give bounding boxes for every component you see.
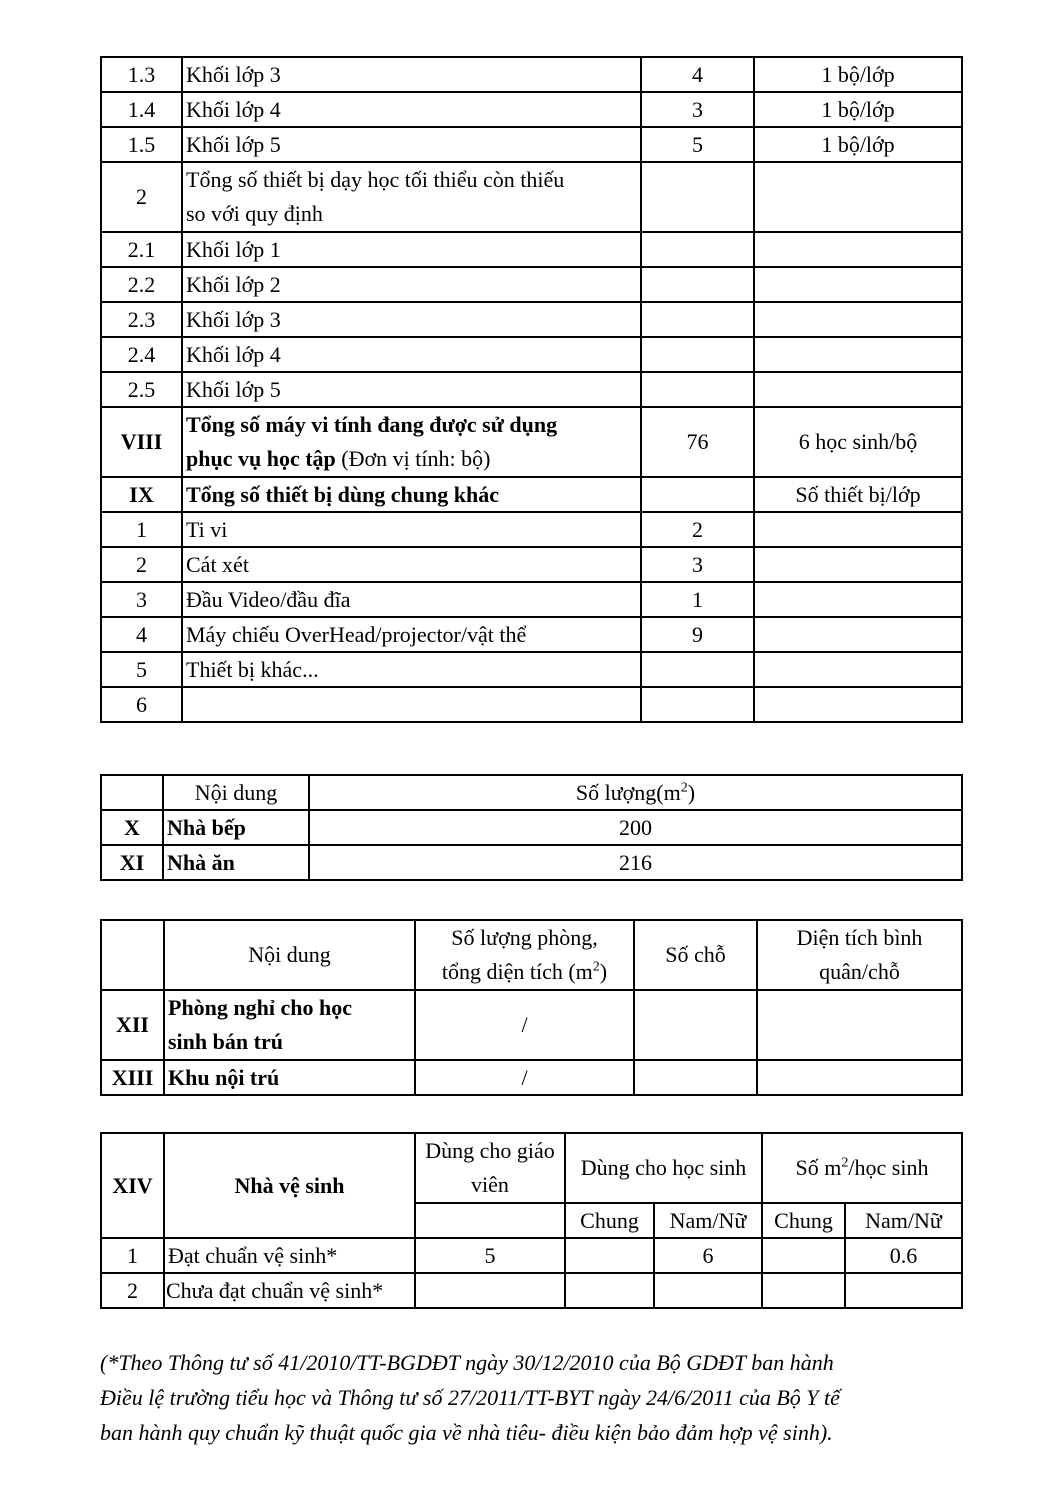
row-content-cell: Khối lớp 3	[182, 57, 641, 92]
row-no-cell: 4	[101, 617, 182, 652]
row-m2-gender-cell	[845, 1273, 962, 1308]
row-content-cell: Cát xét	[182, 547, 641, 582]
row-ratio-cell	[754, 652, 962, 687]
table-row	[101, 990, 962, 1060]
header-qty-text: Số lượng(m	[575, 780, 681, 805]
row-ratio-cell	[754, 547, 962, 582]
row-teachers-cell	[415, 1273, 565, 1308]
row-qty-cell	[641, 232, 754, 267]
subheader-gender-cell: Nam/Nữ	[845, 1203, 962, 1238]
row-no-cell: 6	[101, 687, 182, 722]
row-content-unit: (Đơn vị tính: bộ)	[335, 446, 491, 471]
row-content-cell: Máy chiếu OverHead/projector/vật thể	[182, 617, 641, 652]
row-content-cell: Khối lớp 1	[182, 232, 641, 267]
row-content-line2: so với quy định	[186, 201, 323, 226]
row-content-cell: Tổng số thiết bị dùng chung khác	[182, 477, 641, 512]
header-qty-sup: 2	[680, 780, 688, 796]
row-student-common-cell	[565, 1273, 654, 1308]
row-rooms-cell: /	[415, 990, 634, 1060]
row-ratio-cell	[754, 617, 962, 652]
row-qty-cell	[641, 337, 754, 372]
row-content-cell: Khối lớp 5	[182, 127, 641, 162]
table-row	[101, 57, 962, 92]
header-rooms-cell	[415, 920, 634, 990]
header-teachers-cell	[415, 1133, 565, 1203]
table-row	[101, 407, 962, 477]
row-area-cell	[757, 1060, 962, 1095]
table-row	[101, 1060, 962, 1095]
row-m2-gender-cell: 0.6	[845, 1238, 962, 1273]
row-qty-cell	[641, 267, 754, 302]
row-content-cell	[182, 162, 641, 232]
row-no-cell: 2	[101, 162, 182, 232]
header-qty-close: )	[687, 780, 696, 805]
row-no-cell: 2.2	[101, 267, 182, 302]
row-ratio-cell	[754, 232, 962, 267]
row-content-cell: Khối lớp 5	[182, 372, 641, 407]
row-content-cell: Khối lớp 3	[182, 302, 641, 337]
footnote-line: (*Theo Thông tư số 41/2010/TT-BGDĐT ngày 30/12/2010 của Bộ GDĐT ban hành	[100, 1350, 834, 1375]
row-ratio-cell: 1 bộ/lớp	[754, 57, 962, 92]
row-student-gender-cell	[654, 1273, 762, 1308]
row-no-cell: XIII	[101, 1060, 164, 1095]
row-ratio-cell: 1 bộ/lớp	[754, 92, 962, 127]
table-row	[101, 617, 962, 652]
kitchen-table	[100, 774, 963, 881]
table-header-row	[101, 775, 962, 810]
header-no-cell	[101, 775, 163, 810]
header-content-cell: Nội dung	[164, 920, 415, 990]
toilet-table	[100, 1132, 963, 1309]
table-row	[101, 845, 962, 880]
header-seats-cell: Số chỗ	[634, 920, 757, 990]
row-content-cell: Khu nội trú	[164, 1060, 415, 1095]
table-row	[101, 1238, 962, 1273]
row-ratio-cell	[754, 582, 962, 617]
header-per-student-pre: Số m	[795, 1155, 842, 1180]
table-row	[101, 512, 962, 547]
row-ratio-cell	[754, 302, 962, 337]
row-seats-cell	[634, 1060, 757, 1095]
row-ratio-cell	[754, 372, 962, 407]
row-qty-cell: 3	[641, 92, 754, 127]
header-qty-cell	[309, 775, 962, 810]
row-qty-cell: 216	[309, 845, 962, 880]
row-content-cell: Thiết bị khác...	[182, 652, 641, 687]
row-no-cell: 5	[101, 652, 182, 687]
header-per-student-post: /học sinh	[848, 1155, 929, 1180]
row-no-cell: XI	[101, 845, 163, 880]
subheader-common-cell: Chung	[565, 1203, 654, 1238]
row-content-line2: sinh bán trú	[168, 1029, 283, 1054]
row-no-cell: VIII	[101, 407, 182, 477]
table-row	[101, 547, 962, 582]
row-qty-cell	[641, 477, 754, 512]
table-row	[101, 232, 962, 267]
row-content-cell: Khối lớp 4	[182, 92, 641, 127]
row-student-gender-cell: 6	[654, 1238, 762, 1273]
table-row	[101, 162, 962, 232]
table-row	[101, 810, 962, 845]
header-teachers-line1: Dùng cho giáo	[425, 1138, 555, 1163]
footnote	[100, 1345, 980, 1450]
row-ratio-cell	[754, 687, 962, 722]
row-no-cell: X	[101, 810, 163, 845]
table-header-row	[101, 920, 962, 990]
table-header-row	[101, 1133, 962, 1203]
equipment-table	[100, 56, 963, 723]
row-ratio-cell: Số thiết bị/lớp	[754, 477, 962, 512]
row-no-cell: 1	[101, 1238, 164, 1273]
footnote-line: ban hành quy chuẩn kỹ thuật quốc gia về nhà tiêu- điều kiện bảo đảm hợp vệ sinh).	[100, 1420, 833, 1445]
row-area-cell	[757, 990, 962, 1060]
row-content-bold1: Tổng số máy vi tính đang được sử dụng	[186, 412, 558, 437]
row-rooms-cell: /	[415, 1060, 634, 1095]
table-row	[101, 337, 962, 372]
row-ratio-cell	[754, 337, 962, 372]
header-teachers-line2: viên	[471, 1172, 509, 1197]
row-qty-cell	[641, 372, 754, 407]
row-ratio-cell	[754, 162, 962, 232]
row-qty-cell	[641, 302, 754, 337]
row-content-cell	[182, 687, 641, 722]
row-qty-cell: 4	[641, 57, 754, 92]
row-ratio-cell	[754, 267, 962, 302]
row-content-cell: Chưa đạt chuẩn vệ sinh*	[164, 1273, 415, 1308]
table-row	[101, 1273, 962, 1308]
subheader-common-cell: Chung	[762, 1203, 845, 1238]
row-qty-cell: 3	[641, 547, 754, 582]
row-content-cell: Khối lớp 4	[182, 337, 641, 372]
subheader-gender-cell: Nam/Nữ	[654, 1203, 762, 1238]
row-qty-cell: 5	[641, 127, 754, 162]
row-content-cell: Ti vi	[182, 512, 641, 547]
row-no-cell: 2	[101, 1273, 164, 1308]
header-per-student-sup: 2	[841, 1155, 849, 1171]
table-row	[101, 652, 962, 687]
row-no-cell: 1.4	[101, 92, 182, 127]
row-content-cell: Đầu Video/đầu đĩa	[182, 582, 641, 617]
header-area-cell	[757, 920, 962, 990]
row-no-cell: 1.3	[101, 57, 182, 92]
row-ratio-cell: 6 học sinh/bộ	[754, 407, 962, 477]
row-no-cell: 2.3	[101, 302, 182, 337]
header-no-cell	[101, 920, 164, 990]
row-m2-common-cell	[762, 1238, 845, 1273]
row-ratio-cell: 1 bộ/lớp	[754, 127, 962, 162]
row-no-cell: XII	[101, 990, 164, 1060]
row-m2-common-cell	[762, 1273, 845, 1308]
row-teachers-cell: 5	[415, 1238, 565, 1273]
row-content-line1: Phòng nghỉ cho học	[168, 995, 352, 1020]
row-qty-cell	[641, 652, 754, 687]
row-qty-cell: 9	[641, 617, 754, 652]
row-no-cell: 2.5	[101, 372, 182, 407]
row-no-cell: 2.4	[101, 337, 182, 372]
row-seats-cell	[634, 990, 757, 1060]
row-student-common-cell	[565, 1238, 654, 1273]
table-row	[101, 302, 962, 337]
header-content-cell: Nhà vệ sinh	[164, 1133, 415, 1238]
boarding-table	[100, 919, 963, 1096]
row-no-cell: 2.1	[101, 232, 182, 267]
table-row	[101, 687, 962, 722]
header-area-line2: quân/chỗ	[819, 959, 900, 984]
row-qty-cell	[641, 162, 754, 232]
row-ratio-cell	[754, 512, 962, 547]
table-row	[101, 582, 962, 617]
header-rooms-close: )	[599, 959, 608, 984]
row-qty-cell	[641, 687, 754, 722]
header-no-cell: XIV	[101, 1133, 164, 1238]
row-qty-cell: 1	[641, 582, 754, 617]
row-content-bold2: phục vụ học tập	[186, 446, 336, 471]
row-no-cell: IX	[101, 477, 182, 512]
header-content-cell: Nội dung	[163, 775, 309, 810]
table-row	[101, 267, 962, 302]
row-content-cell: Khối lớp 2	[182, 267, 641, 302]
subheader-teachers-cell	[415, 1203, 565, 1238]
row-no-cell: 3	[101, 582, 182, 617]
row-qty-cell: 2	[641, 512, 754, 547]
header-rooms-line2: tổng diện tích (m	[441, 959, 593, 984]
table-row	[101, 372, 962, 407]
row-no-cell: 2	[101, 547, 182, 582]
table-row	[101, 127, 962, 162]
row-qty-cell: 76	[641, 407, 754, 477]
footnote-line: Điều lệ trường tiểu học và Thông tư số 27/2011/TT-BYT ngày 24/6/2011 của Bộ Y tế	[100, 1385, 840, 1410]
row-qty-cell: 200	[309, 810, 962, 845]
table-row	[101, 477, 962, 512]
header-rooms-sup: 2	[592, 959, 600, 975]
row-no-cell: 1	[101, 512, 182, 547]
header-rooms-line1: Số lượng phòng,	[451, 925, 598, 950]
header-per-student-cell	[762, 1133, 962, 1203]
row-content-cell	[182, 407, 641, 477]
row-content-cell: Nhà bếp	[163, 810, 309, 845]
table-row	[101, 92, 962, 127]
header-students-cell: Dùng cho học sinh	[565, 1133, 762, 1203]
header-area-line1: Diện tích bình	[796, 925, 923, 950]
row-no-cell: 1.5	[101, 127, 182, 162]
row-content-line1: Tổng số thiết bị dạy học tối thiểu còn thiếu	[186, 167, 565, 192]
equipment-table-body	[101, 57, 962, 722]
row-content-cell: Đạt chuẩn vệ sinh*	[164, 1238, 415, 1273]
row-content-cell: Nhà ăn	[163, 845, 309, 880]
row-content-cell	[164, 990, 415, 1060]
